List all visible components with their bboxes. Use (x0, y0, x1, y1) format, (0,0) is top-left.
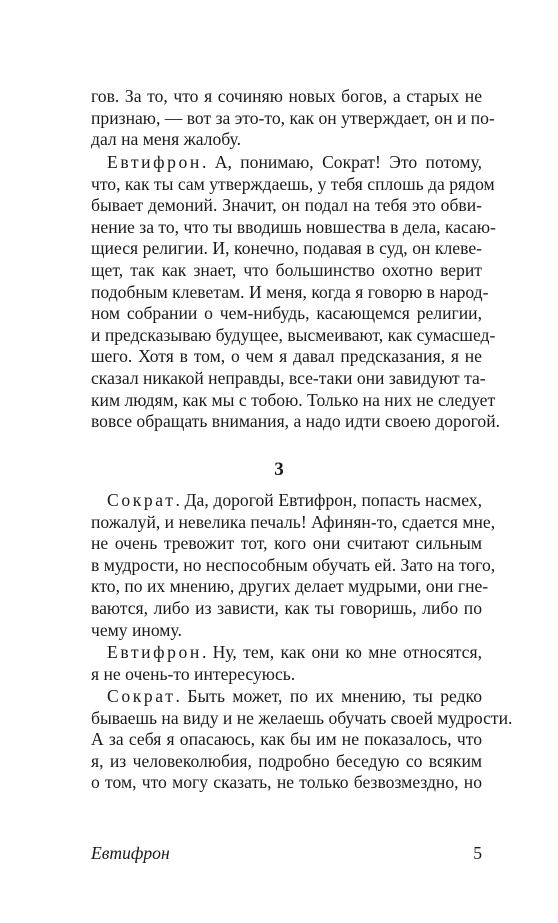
speaker-name: Сократ (107, 490, 176, 510)
text-line: я не очень-то интересуюсь. (91, 663, 296, 684)
speaker-name: Евтифрон (107, 152, 202, 172)
speech-text: . Ну, тем, как они ко мне относятся, (201, 642, 482, 662)
text-line: ваются, либо из зависти, как ты говоришь, либо по (91, 597, 482, 618)
text-line: бывает демоний. Значит, он подал на тебя это обви- (91, 195, 482, 216)
running-footer-title: Евтифрон (91, 843, 170, 863)
text-line: не очень тревожит тот, кого они считают сильным (91, 533, 482, 554)
text-line: в мудрости, но неспособным обучать ей. Зато на того, (91, 554, 496, 575)
text-line: гов. За то, что я сочиняю новых богов, а старых не (91, 86, 482, 106)
text-line (91, 686, 482, 708)
speaker-name: Евтифрон (107, 642, 202, 662)
text-line: ким людям, как мы с тобою. Только на них не следует (91, 389, 496, 410)
text-line: ном собрании о чем-нибудь, касающемся религии, (91, 303, 482, 324)
text-line: дал на меня жалобу. (91, 129, 241, 150)
text-line: шего. Хотя в том, о чем я давал предсказания, я не (91, 346, 482, 367)
text-line: вовсе обращать внимания, а надо идти своею дорогой. (91, 411, 501, 432)
paragraph-euthyphro-1 (91, 152, 501, 433)
paragraph-continuation (91, 86, 495, 151)
speaker-name: Сократ (107, 686, 176, 706)
text-line: и предсказываю будущее, высмеивают, как сумасшед- (91, 324, 496, 345)
text-line (91, 490, 482, 512)
text-line: сказал никакой неправды, все-таки они завидуют та- (91, 367, 486, 388)
page-number: 5 (473, 843, 482, 863)
speech-text: . А, понимаю, Сократ! Это потому, (201, 152, 482, 172)
text-line: А за себя я опасаюсь, как бы им не показалось, что (91, 729, 482, 750)
text-line (91, 642, 482, 664)
text-line: пожалуй, и невелика печаль! Афинян-то, сдается мне, (91, 511, 496, 532)
section-number: 3 (274, 459, 284, 480)
text-line: нение за то, что ты вводишь новшества в дела, касаю- (91, 216, 496, 237)
text-line: о том, что могу сказать, не только безвозмездно, но (91, 772, 482, 793)
text-line: щиеся религии. И, конечно, подавая в суд, он клеве- (91, 238, 482, 259)
text-line: чему иному. (91, 619, 182, 640)
text-line: что, как ты сам утверждаешь, у тебя сплошь да рядом (91, 173, 495, 194)
text-line: бываешь на виду и не желаешь обучать своей мудрости. (91, 707, 513, 728)
speech-text: . Да, дорогой Евтифрон, попасть насмех, (175, 490, 482, 510)
text-line: я, из человеколюбия, подробно беседую со всяким (91, 750, 482, 771)
text-line: кто, по их мнению, других делает мудрыми, они гне- (91, 576, 489, 597)
paragraph-socrates-1 (91, 490, 496, 641)
paragraph-socrates-2 (91, 686, 513, 794)
text-line: признаю, — вот за это-то, как он утверждает, он и по- (91, 107, 495, 128)
paragraph-euthyphro-2 (91, 642, 482, 685)
speech-text: . Быть может, по их мнению, ты редко (175, 686, 482, 706)
text-line (91, 152, 482, 174)
text-line: щет, так как знает, что большинство охотно верит (91, 259, 482, 280)
text-line: подобным клеветам. И меня, когда я говорю в народ- (91, 281, 489, 302)
